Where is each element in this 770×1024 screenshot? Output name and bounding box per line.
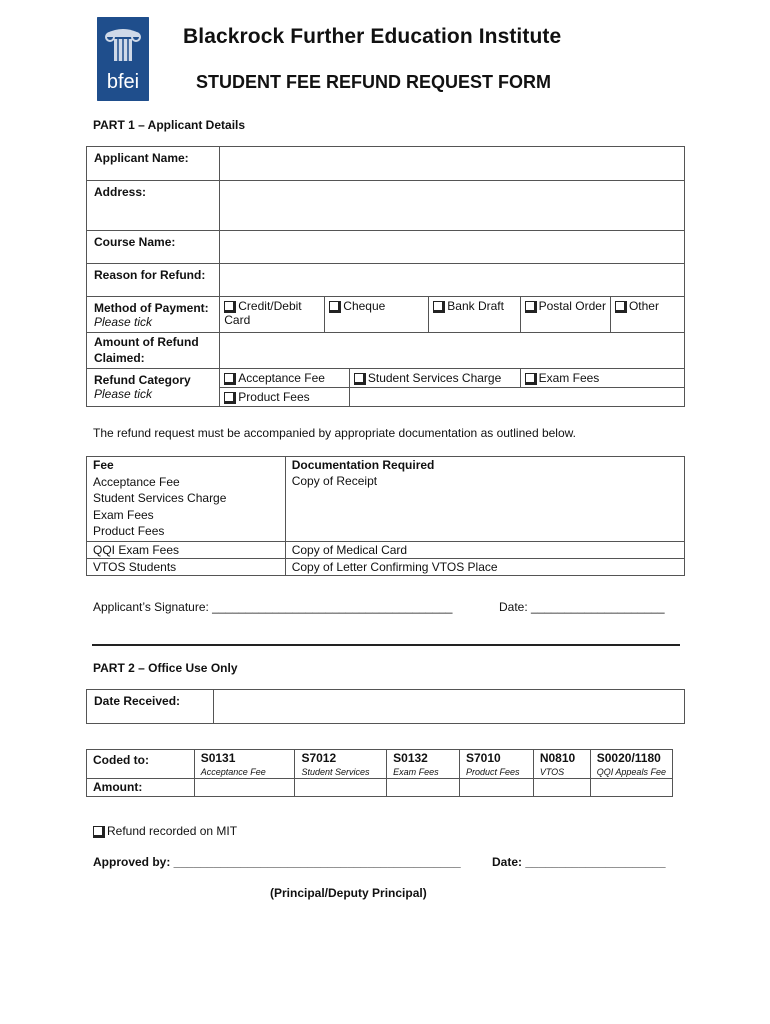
category-label-text: Refund Category [94, 373, 191, 387]
category-label: Student Services Charge [367, 371, 502, 385]
method-option-postal-order[interactable] [520, 297, 610, 333]
doc-medical-card: Copy of Medical Card [285, 541, 684, 558]
fee-item: Acceptance Fee [93, 475, 180, 489]
date-received-table [86, 689, 685, 724]
code-desc: Acceptance Fee [194, 766, 295, 779]
method-option-credit[interactable] [220, 297, 325, 333]
applicant-details-table [86, 146, 685, 407]
method-option-cheque[interactable] [325, 297, 429, 333]
course-name-field[interactable] [220, 231, 685, 264]
refund-category-label [87, 369, 220, 407]
doc-header: Documentation Required [285, 457, 684, 474]
checkbox-icon[interactable] [354, 373, 364, 383]
mit-label: Refund recorded on MIT [107, 824, 238, 838]
category-option-acceptance[interactable] [220, 369, 350, 388]
reason-label: Reason for Refund: [87, 264, 220, 297]
checkbox-icon[interactable] [525, 373, 535, 383]
applicant-name-field[interactable] [220, 147, 685, 181]
fee-item: Product Fees [93, 524, 165, 539]
amount-cell[interactable] [295, 779, 387, 797]
fee-item: Student Services Charge [93, 491, 227, 506]
institute-name: Blackrock Further Education Institute [183, 25, 562, 48]
amount-cell[interactable] [590, 779, 672, 797]
date-received-label: Date Received: [87, 690, 214, 724]
doc-vtos-letter: Copy of Letter Confirming VTOS Place [285, 558, 684, 575]
method-label: Postal Order [538, 299, 606, 313]
code-desc: Exam Fees [387, 766, 460, 779]
section-divider [92, 644, 680, 646]
code-n0810: N0810 [533, 750, 590, 767]
code-s0132: S0132 [387, 750, 460, 767]
method-sub-text: Please tick [94, 315, 153, 329]
amount-claimed-label: Amount of Refund Claimed: [87, 333, 220, 369]
method-label: Bank Draft [447, 299, 504, 313]
checkbox-icon[interactable] [329, 301, 339, 311]
approved-by-line[interactable]: Approved by: ___________________________________________ [93, 855, 461, 869]
code-s0020-1180: S0020/1180 [590, 750, 672, 767]
address-field[interactable] [220, 181, 685, 231]
amount-cell[interactable] [533, 779, 590, 797]
method-option-other[interactable] [610, 297, 684, 333]
applicant-signature-line[interactable]: Applicant’s Signature: ____________________________________ [93, 600, 453, 614]
fee-vtos: VTOS Students [87, 558, 286, 575]
method-of-payment-label [87, 297, 220, 333]
checkbox-icon[interactable] [224, 373, 234, 383]
category-label: Acceptance Fee [238, 371, 325, 385]
category-label: Product Fees [238, 390, 310, 404]
code-s0131: S0131 [194, 750, 295, 767]
part2-heading: PART 2 – Office Use Only [93, 661, 238, 675]
checkbox-icon[interactable] [615, 301, 625, 311]
fee-group-cell [87, 473, 286, 541]
checkbox-icon[interactable] [525, 301, 535, 311]
code-desc: VTOS [533, 766, 590, 779]
code-desc: Student Services [295, 766, 387, 779]
amount-cell[interactable] [387, 779, 460, 797]
mit-checkbox-row[interactable] [93, 824, 237, 838]
category-empty-cell [349, 388, 684, 407]
bfei-logo [97, 17, 149, 101]
address-label: Address: [87, 181, 220, 231]
amount-claimed-field[interactable] [220, 333, 685, 369]
code-desc: Product Fees [459, 766, 533, 779]
amount-cell[interactable] [459, 779, 533, 797]
category-sub-text: Please tick [94, 387, 153, 401]
amount-cell[interactable] [194, 779, 295, 797]
checkbox-icon[interactable] [224, 301, 234, 311]
code-s7012: S7012 [295, 750, 387, 767]
approved-date-line[interactable]: Date: _____________________ [492, 855, 666, 869]
method-label: Other [628, 299, 659, 313]
method-label-text: Method of Payment: [94, 301, 209, 315]
checkbox-icon[interactable] [433, 301, 443, 311]
fee-qqi: QQI Exam Fees [87, 541, 286, 558]
fee-documentation-table [86, 456, 685, 576]
coding-table [86, 749, 673, 797]
amount-label: Amount: [87, 779, 195, 797]
category-option-product[interactable] [220, 388, 350, 407]
principal-caption: (Principal/Deputy Principal) [270, 886, 427, 900]
form-title: STUDENT FEE REFUND REQUEST FORM [196, 72, 552, 92]
date-received-field[interactable] [213, 690, 684, 724]
applicant-name-label: Applicant Name: [87, 147, 220, 181]
documentation-note: The refund request must be accompanied by appropriate documentation as outlined below. [93, 426, 576, 440]
category-option-exam[interactable] [520, 369, 684, 388]
coded-to-label: Coded to: [87, 750, 195, 779]
code-s7010: S7010 [459, 750, 533, 767]
method-option-bank-draft[interactable] [429, 297, 520, 333]
category-label: Exam Fees [538, 371, 600, 385]
fee-header: Fee [87, 457, 286, 474]
logo-text: bfei [106, 71, 140, 93]
reason-field[interactable] [220, 264, 685, 297]
fee-item: Exam Fees [93, 507, 154, 522]
category-option-student-services[interactable] [349, 369, 520, 388]
code-desc: QQI Appeals Fee [590, 766, 672, 779]
method-label: Credit/Debit Card [224, 299, 302, 327]
checkbox-icon[interactable] [224, 392, 234, 402]
part1-heading: PART 1 – Applicant Details [93, 118, 246, 132]
course-name-label: Course Name: [87, 231, 220, 264]
checkbox-icon[interactable] [93, 826, 103, 836]
signature-date-line[interactable]: Date: ____________________ [499, 600, 665, 614]
doc-receipt: Copy of Receipt [285, 473, 684, 541]
method-label: Cheque [343, 299, 386, 313]
